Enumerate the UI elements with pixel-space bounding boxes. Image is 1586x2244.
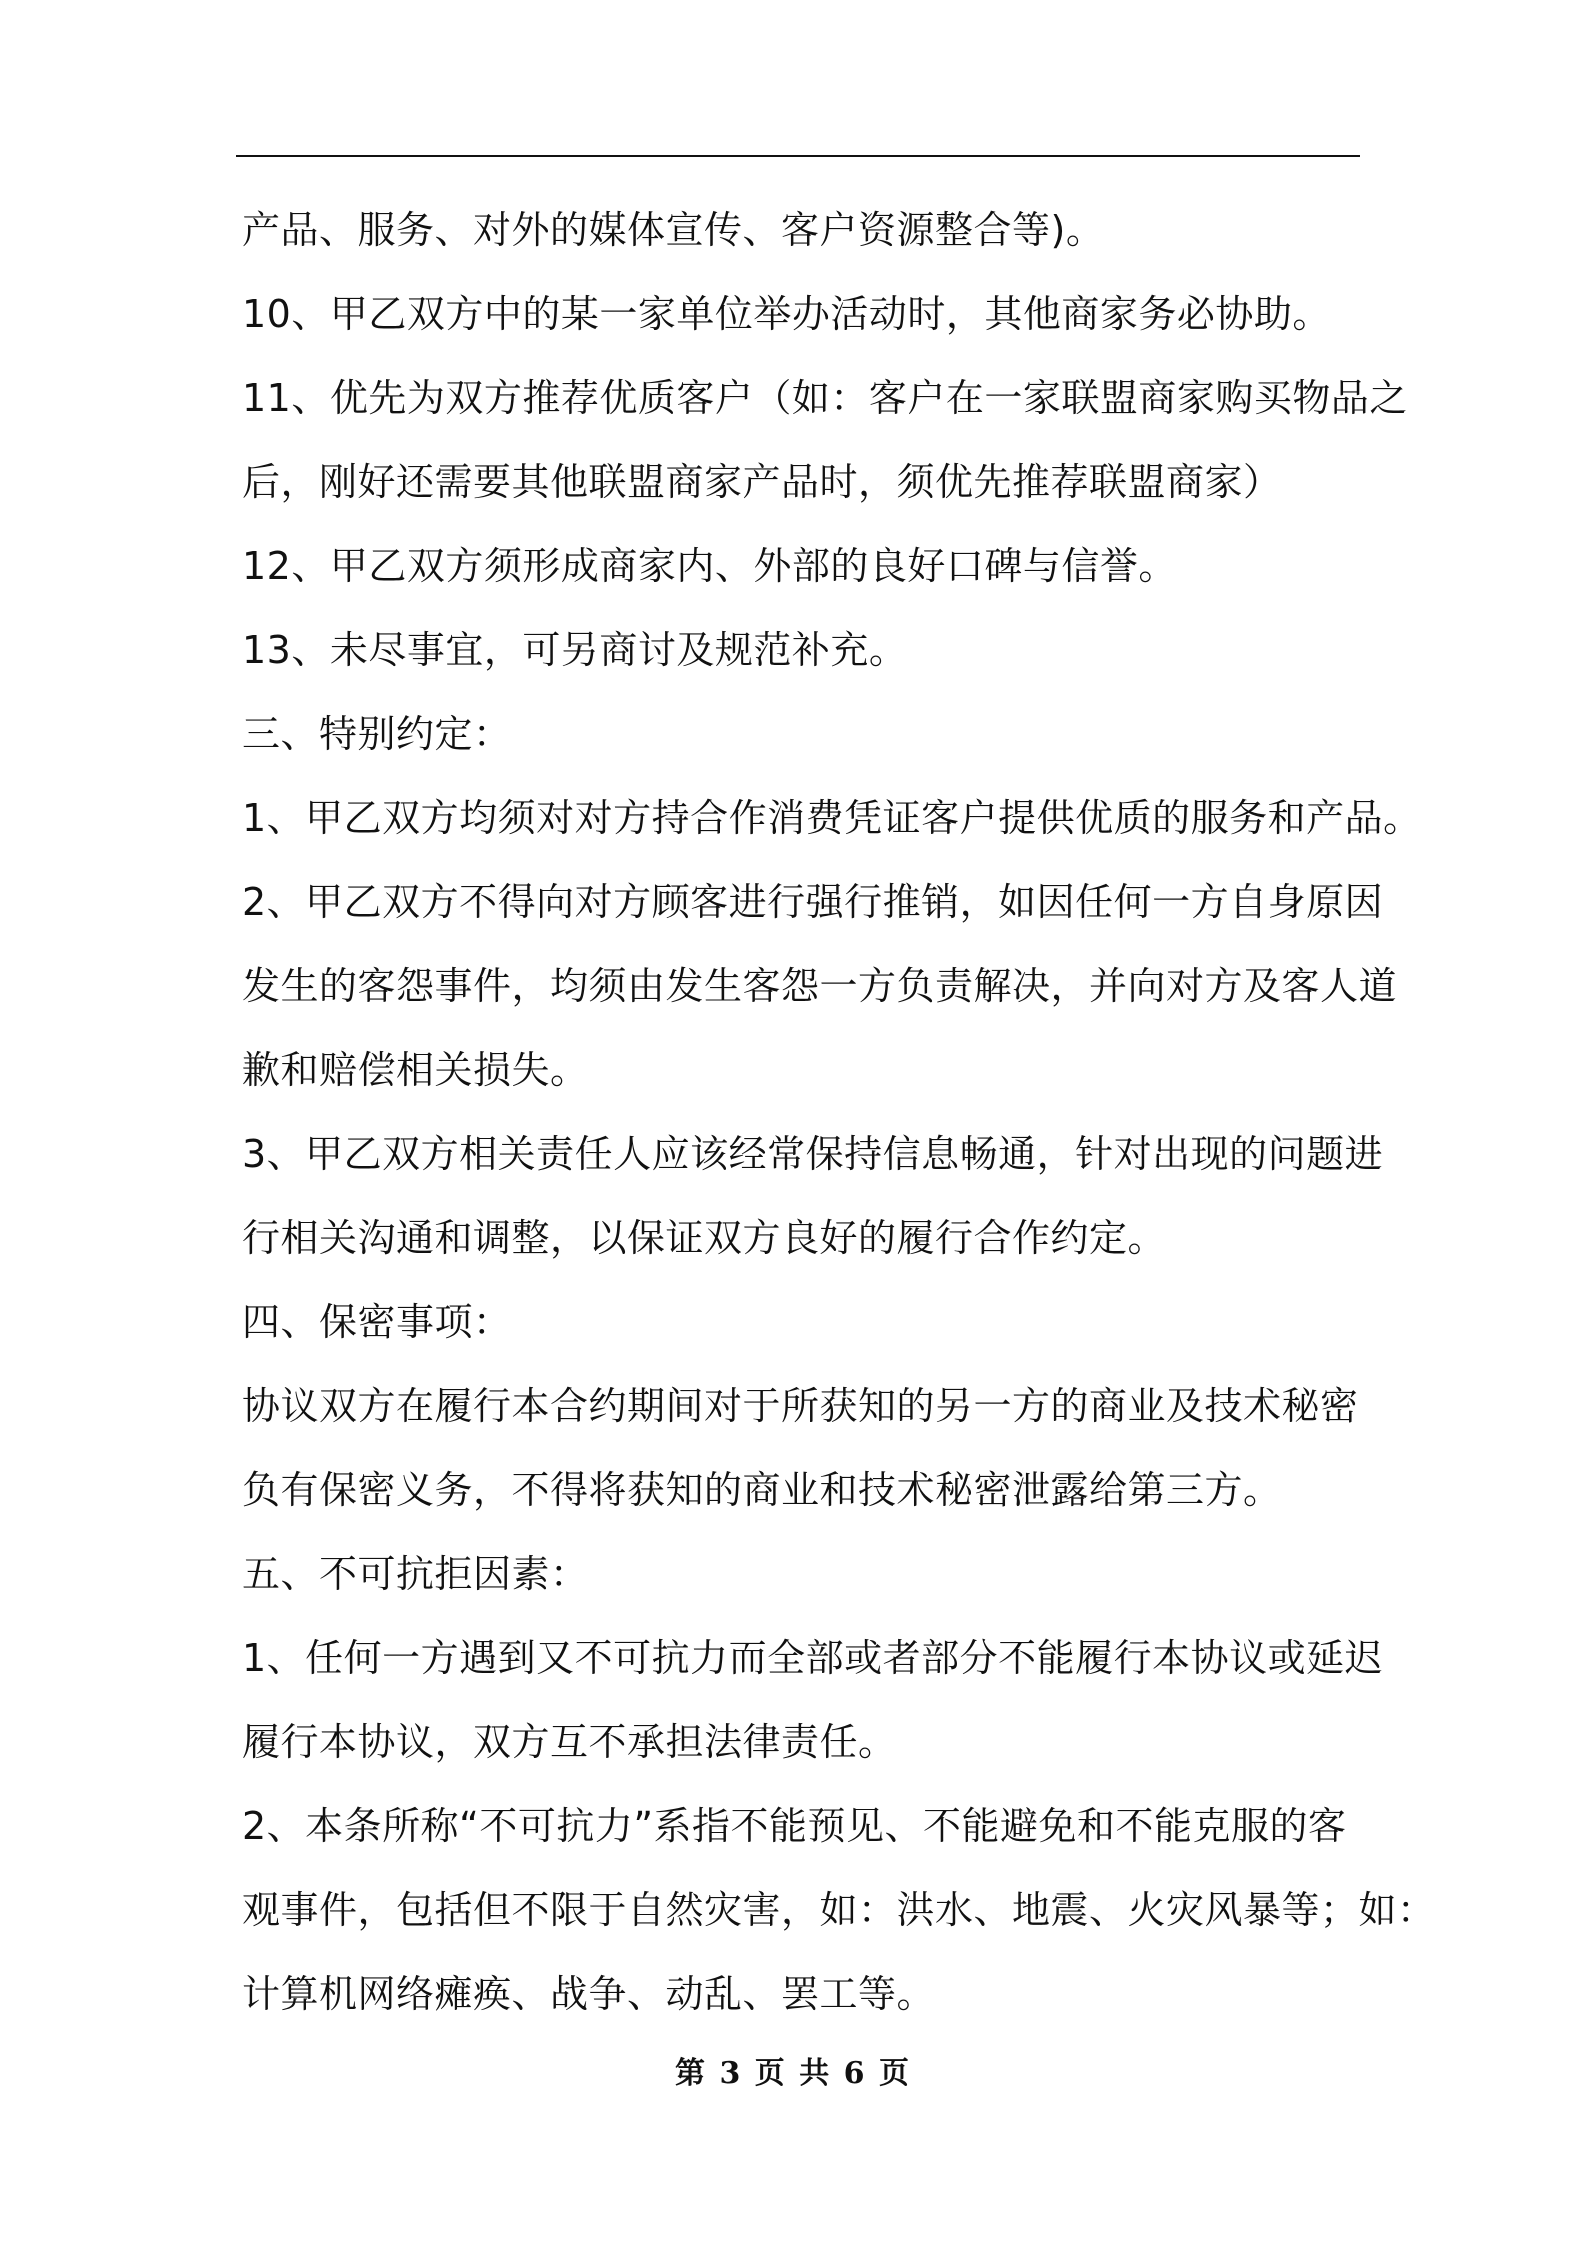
text-line: 12、甲乙双方须形成商家内、外部的良好口碑与信誉。 <box>242 544 1177 588</box>
text-line: 产品、服务、对外的媒体宣传、客户资源整合等)。 <box>242 208 1105 252</box>
section-heading: 四、保密事项： <box>242 1300 512 1344</box>
header-rule <box>236 155 1360 157</box>
text-line: 13、未尽事宜，可另商讨及规范补充。 <box>242 628 908 672</box>
document-body <box>242 188 1436 2036</box>
text-line: 观事件，包括但不限于自然灾害，如：洪水、地震、火灾风暴等；如： <box>242 1888 1436 1932</box>
page-number: 第 3 页 共 6 页 <box>675 2056 911 2091</box>
section-heading: 五、不可抗拒因素： <box>242 1552 589 1596</box>
text-line: 发生的客怨事件，均须由发生客怨一方负责解决，并向对方及客人道 <box>242 964 1398 1008</box>
text-line: 1、任何一方遇到又不可抗力而全部或者部分不能履行本协议或延迟 <box>242 1636 1384 1680</box>
text-line: 10、甲乙双方中的某一家单位举办活动时，其他商家务必协助。 <box>242 292 1331 336</box>
text-line: 后，刚好还需要其他联盟商家产品时，须优先推荐联盟商家） <box>242 460 1282 504</box>
section-heading: 三、特别约定： <box>242 712 512 756</box>
text-line: 歉和赔偿相关损失。 <box>242 1048 589 1092</box>
text-line: 负有保密义务，不得将获知的商业和技术秘密泄露给第三方。 <box>242 1468 1282 1512</box>
text-line: 11、优先为双方推荐优质客户（如：客户在一家联盟商家购买物品之 <box>242 376 1408 420</box>
text-line: 1、甲乙双方均须对对方持合作消费凭证客户提供优质的服务和产品。 <box>242 796 1422 840</box>
text-line: 2、甲乙双方不得向对方顾客进行强行推销，如因任何一方自身原因 <box>242 880 1384 924</box>
text-line: 履行本协议，双方互不承担法律责任。 <box>242 1720 897 1764</box>
text-line: 协议双方在履行本合约期间对于所获知的另一方的商业及技术秘密 <box>242 1384 1359 1428</box>
text-line: 行相关沟通和调整，以保证双方良好的履行合作约定。 <box>242 1216 1167 1260</box>
text-line: 3、甲乙双方相关责任人应该经常保持信息畅通，针对出现的问题进 <box>242 1132 1384 1176</box>
text-line: 2、本条所称“不可抗力”系指不能预见、不能避免和不能克服的客 <box>242 1804 1347 1848</box>
text-line: 计算机网络瘫痪、战争、动乱、罢工等。 <box>242 1972 936 2016</box>
